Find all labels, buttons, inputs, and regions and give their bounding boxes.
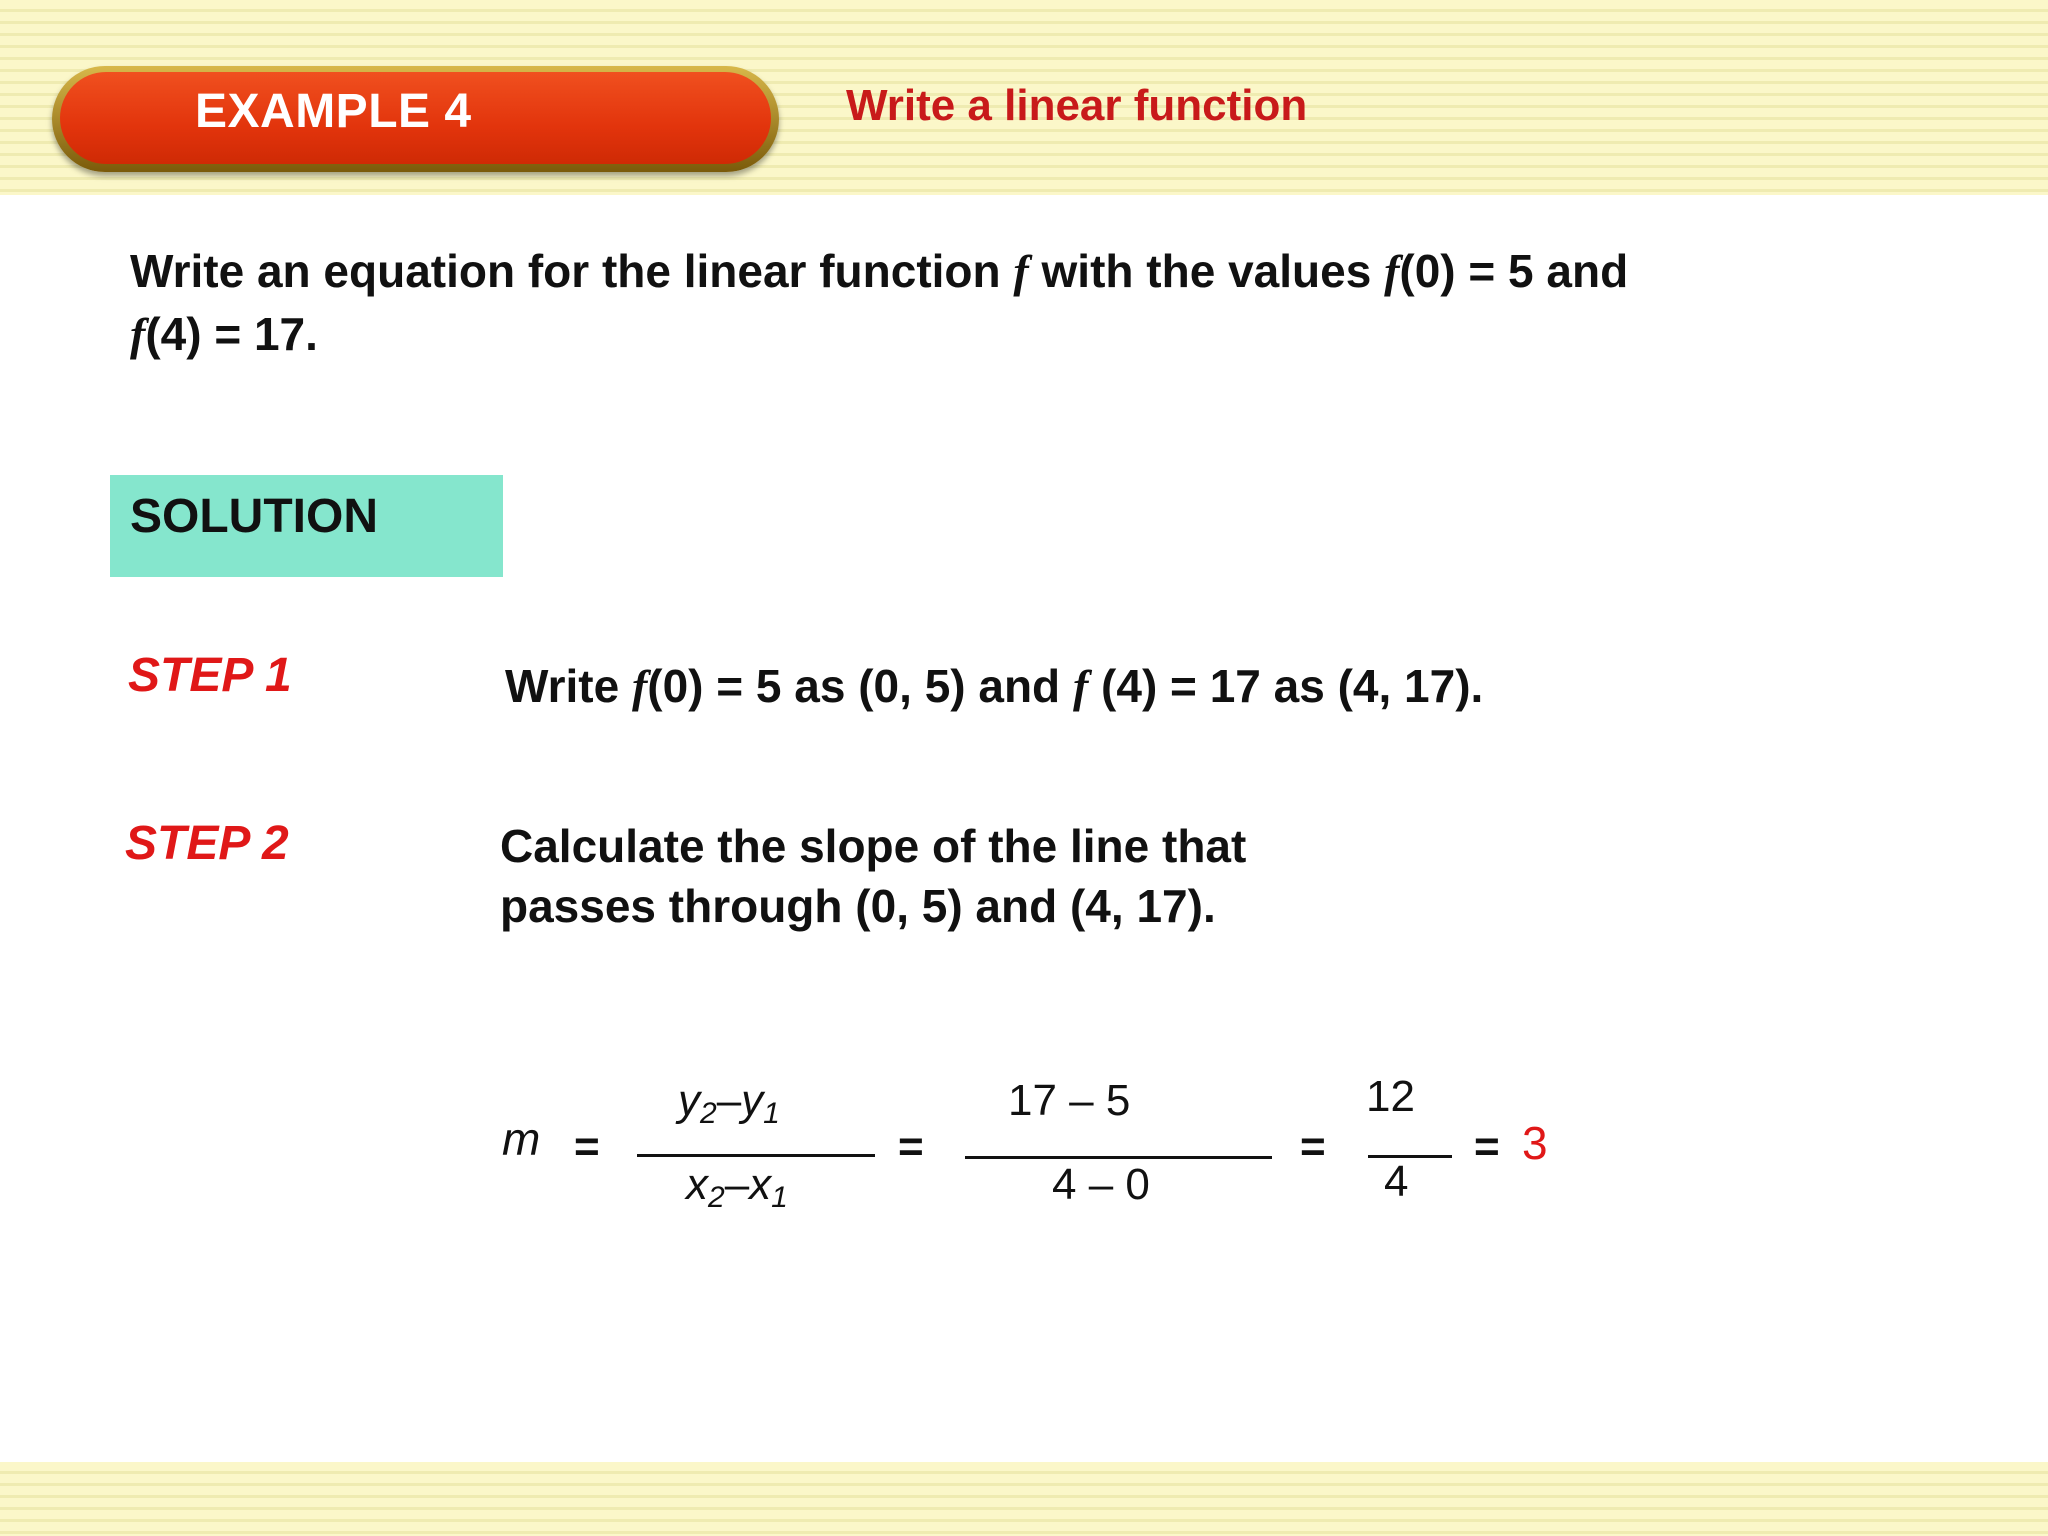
equals-sign: = [1300, 1122, 1326, 1171]
footer-band [0, 1462, 2048, 1536]
step-1-text: Write f(0) = 5 as (0, 5) and f (4) = 17 as (4, 17). [505, 660, 1484, 712]
slope-result: 3 [1522, 1117, 1548, 1169]
example-label: EXAMPLE 4 [195, 85, 472, 138]
equals-sign: = [898, 1122, 924, 1171]
fraction-1-bar [637, 1154, 875, 1157]
step-2-text: Calculate the slope of the line that passes through (0, 5) and (4, 17). [500, 820, 1247, 932]
slope-symbol: m [502, 1113, 541, 1165]
fraction-3-denominator: 4 [1384, 1157, 1409, 1206]
solution-label: SOLUTION [130, 490, 378, 543]
fraction-2-bar [965, 1156, 1272, 1159]
problem-statement: Write an equation for the linear function f with the values f(0) = 5 and f(4) = 17. [130, 245, 1629, 360]
step-2-label: STEP 2 [125, 817, 289, 870]
step-1-label: STEP 1 [128, 649, 292, 702]
fraction-2-denominator: 4 – 0 [1052, 1160, 1150, 1209]
fraction-1-denominator: $x_2-x_1$ [686, 1160, 788, 1214]
equals-sign: = [1474, 1122, 1500, 1171]
fraction-3-bar [1368, 1155, 1452, 1158]
equals-sign: = [574, 1122, 600, 1171]
fraction-1-numerator: $y_2-y_1$ [678, 1076, 780, 1130]
fraction-3-numerator: 12 [1366, 1072, 1415, 1121]
fraction-2-numerator: 17 – 5 [1008, 1076, 1131, 1125]
page-title: Write a linear function [846, 81, 1308, 130]
